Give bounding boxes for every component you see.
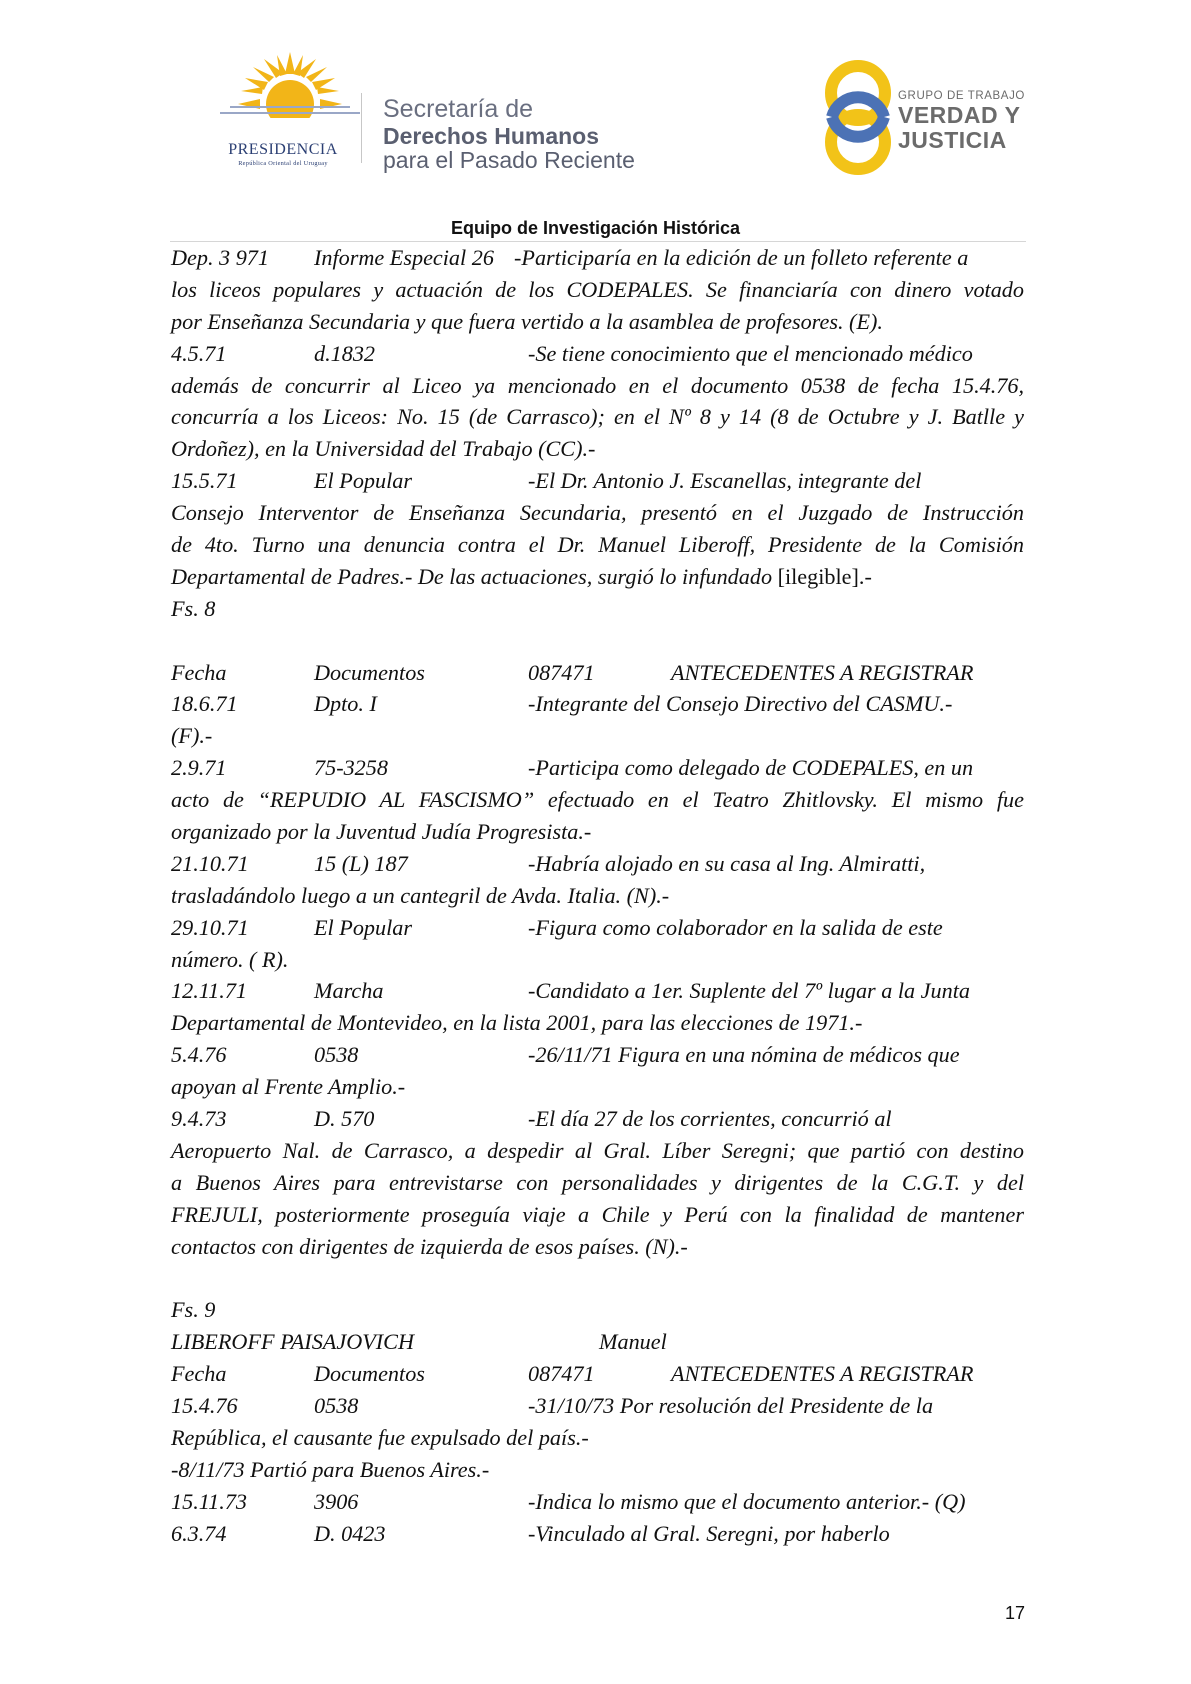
entry-row bbox=[171, 848, 1024, 880]
entry-date: 4.5.71 bbox=[171, 340, 227, 366]
entry-line: -8/11/73 Partió para Buenos Aires.- bbox=[171, 1456, 490, 1482]
entry-row bbox=[171, 242, 1024, 274]
entry-date: 6.3.74 bbox=[171, 1520, 227, 1546]
blank-line bbox=[171, 625, 1024, 657]
vj-line-1: GRUPO DE TRABAJO bbox=[898, 90, 1025, 102]
presidencia-name: PRESIDENCIA bbox=[228, 141, 338, 158]
entry-date: 2.9.71 bbox=[171, 755, 227, 781]
entry-row bbox=[171, 752, 1024, 784]
entry-doc: 15 (L) 187 bbox=[314, 850, 408, 876]
entry-line: (F).- bbox=[171, 723, 213, 749]
secretaria-line-3: para el Pasado Reciente bbox=[383, 147, 635, 173]
person-surname: LIBEROFF PAISAJOVICH bbox=[171, 1329, 414, 1355]
entry-date: 21.10.71 bbox=[171, 850, 249, 876]
entry-line: los liceos populares y actuación de los CODEPALES. Se financiaría con dinero votado bbox=[171, 276, 1024, 302]
entry-text: -Participa como delegado de CODEPALES, en un bbox=[528, 755, 974, 781]
entry-date: 15.4.76 bbox=[171, 1393, 238, 1419]
entry-row bbox=[171, 975, 1024, 1007]
table-header bbox=[171, 1358, 1024, 1390]
document-body bbox=[171, 242, 1024, 1550]
header-documentos: Documentos bbox=[314, 1361, 425, 1387]
table-header bbox=[171, 657, 1024, 689]
entry-line: República, el causante fue expulsado del país.- bbox=[171, 1424, 589, 1450]
entry-text: -Se tiene conocimiento que el mencionado médico bbox=[528, 340, 973, 366]
header-antecedentes: ANTECEDENTES A REGISTRAR bbox=[671, 659, 974, 685]
entry-row bbox=[171, 912, 1024, 944]
entry-doc: El Popular bbox=[314, 914, 412, 940]
header-documentos: Documentos bbox=[314, 659, 425, 685]
team-title: Equipo de Investigación Histórica bbox=[450, 218, 741, 238]
secretaria-line-1: Secretaría de bbox=[383, 95, 534, 123]
entry-text: -Habría alojado en su casa al Ing. Almiratti, bbox=[528, 850, 926, 876]
entry-doc: 3906 bbox=[314, 1488, 359, 1514]
entry-text: -Vinculado al Gral. Seregni, por haberlo bbox=[528, 1520, 890, 1546]
entry-doc: Marcha bbox=[314, 978, 384, 1004]
entry-doc: D. 570 bbox=[314, 1106, 375, 1132]
entry-line: concurría a los Liceos: No. 15 (de Carrasco); en el Nº 8 y 14 (8 de Octubre y J. Batlle y bbox=[171, 404, 1024, 430]
page-number: 17 bbox=[1005, 1603, 1026, 1623]
entry-line-text: Departamental de Padres.- De las actuaciones, surgió lo infundado bbox=[171, 563, 778, 589]
verdad-justicia-text bbox=[898, 89, 1025, 153]
entry-text: -El día 27 de los corrientes, concurrió al bbox=[528, 1106, 892, 1132]
entry-line: además de concurrir al Liceo ya mencionado en el documento 0538 de fecha 15.4.76, bbox=[171, 372, 1024, 398]
person-given-name: Manuel bbox=[599, 1329, 667, 1355]
presidencia-subtitle: República Oriental del Uruguay bbox=[238, 160, 328, 167]
entry-row bbox=[171, 465, 1024, 497]
header-divider bbox=[361, 93, 362, 163]
entry-date: 12.11.71 bbox=[171, 978, 248, 1004]
entry-doc: 75-3258 bbox=[314, 755, 388, 781]
entry-line bbox=[171, 561, 1024, 593]
entry-doc: El Popular bbox=[314, 468, 412, 494]
vj-line-3: JUSTICIA bbox=[898, 127, 1007, 153]
entry-row bbox=[171, 1486, 1024, 1518]
header-file-number: 087471 bbox=[528, 659, 595, 685]
entry-row bbox=[171, 338, 1024, 370]
person-name-row bbox=[171, 1326, 1024, 1358]
entry-text: -26/11/71 Figura en una nómina de médicos que bbox=[528, 1042, 960, 1068]
entry-line: apoyan al Frente Amplio.- bbox=[171, 1074, 406, 1100]
entry-doc: 0538 bbox=[314, 1393, 359, 1419]
entry-date: Dep. 3 971 bbox=[171, 245, 269, 270]
entry-row bbox=[171, 1039, 1024, 1071]
entry-text: -Integrante del Consejo Directivo del CASMU.- bbox=[528, 691, 953, 717]
header-antecedentes: ANTECEDENTES A REGISTRAR bbox=[671, 1361, 974, 1387]
header-file-number: 087471 bbox=[528, 1361, 595, 1387]
blank-line bbox=[171, 1263, 1024, 1295]
illegible-note: [ilegible].- bbox=[777, 563, 872, 589]
entry-line: de 4to. Turno una denuncia contra el Dr. Manuel Liberoff, Presidente de la Comisión bbox=[171, 532, 1024, 558]
secretaria-line-2: Derechos Humanos bbox=[383, 123, 600, 149]
entry-date: 18.6.71 bbox=[171, 691, 238, 717]
entry-doc: Informe Especial 26 bbox=[314, 245, 494, 270]
entry-row bbox=[171, 1390, 1024, 1422]
entry-text: -El Dr. Antonio J. Escanellas, integrante del bbox=[528, 468, 922, 494]
entry-date: 9.4.73 bbox=[171, 1106, 227, 1132]
folio-label: Fs. 9 bbox=[171, 1297, 216, 1323]
vj-line-2: VERDAD Y bbox=[898, 102, 1021, 128]
entry-text: -31/10/73 Por resolución del Presidente de la bbox=[528, 1393, 934, 1419]
entry-date: 29.10.71 bbox=[171, 914, 249, 940]
entry-date: 15.5.71 bbox=[171, 468, 238, 494]
entry-text: -Candidato a 1er. Suplente del 7º lugar a la Junta bbox=[528, 978, 970, 1004]
entry-line: por Enseñanza Secundaria y que fuera vertido a la asamblea de profesores. (E). bbox=[171, 308, 883, 334]
entry-line: número. ( R). bbox=[171, 946, 289, 972]
entry-line: organizado por la Juventud Judía Progresista.- bbox=[171, 819, 592, 845]
entry-row bbox=[171, 1518, 1024, 1550]
entry-text: -Participaría en la edición de un folleto referente a bbox=[514, 245, 969, 270]
folio-label: Fs. 8 bbox=[171, 595, 216, 621]
entry-row bbox=[171, 688, 1024, 720]
entry-line: a Buenos Aires para entrevistarse con personalidades y dirigentes de la C.G.T. y del bbox=[171, 1169, 1024, 1195]
header-fecha: Fecha bbox=[171, 659, 227, 685]
entry-line: Departamental de Montevideo, en la lista 2001, para las elecciones de 1971.- bbox=[171, 1010, 863, 1036]
entry-date: 15.11.73 bbox=[171, 1488, 248, 1514]
entry-line: Consejo Interventor de Enseñanza Secundaria, presentó en el Juzgado de Instrucción bbox=[171, 500, 1024, 526]
entry-doc: D. 0423 bbox=[314, 1520, 386, 1546]
entry-line: FREJULI, posteriormente proseguía viaje a Chile y Perú con la finalidad de mantener bbox=[171, 1201, 1024, 1227]
header-fecha: Fecha bbox=[171, 1361, 227, 1387]
entry-date: 5.4.76 bbox=[171, 1042, 227, 1068]
entry-line: Ordoñez), en la Universidad del Trabajo (CC).- bbox=[171, 436, 596, 462]
entry-text: -Indica lo mismo que el documento anterior.- (Q) bbox=[528, 1488, 966, 1514]
entry-text: -Figura como colaborador en la salida de este bbox=[528, 914, 943, 940]
entry-line: Aeropuerto Nal. de Carrasco, a despedir al Gral. Líber Seregni; que partió con destino bbox=[171, 1137, 1024, 1163]
entry-doc: 0538 bbox=[314, 1042, 359, 1068]
entry-line: trasladándolo luego a un cantegril de Avda. Italia. (N).- bbox=[171, 882, 670, 908]
entry-line: contactos con dirigentes de izquierda de esos países. (N).- bbox=[171, 1233, 688, 1259]
entry-doc: Dpto. I bbox=[314, 691, 377, 717]
entry-row bbox=[171, 1103, 1024, 1135]
secretaria-logo-text bbox=[383, 95, 635, 172]
entry-doc: d.1832 bbox=[314, 340, 376, 366]
entry-line: acto de “REPUDIO AL FASCISMO” efectuado en el Teatro Zhitlovsky. El mismo fue bbox=[171, 787, 1024, 813]
